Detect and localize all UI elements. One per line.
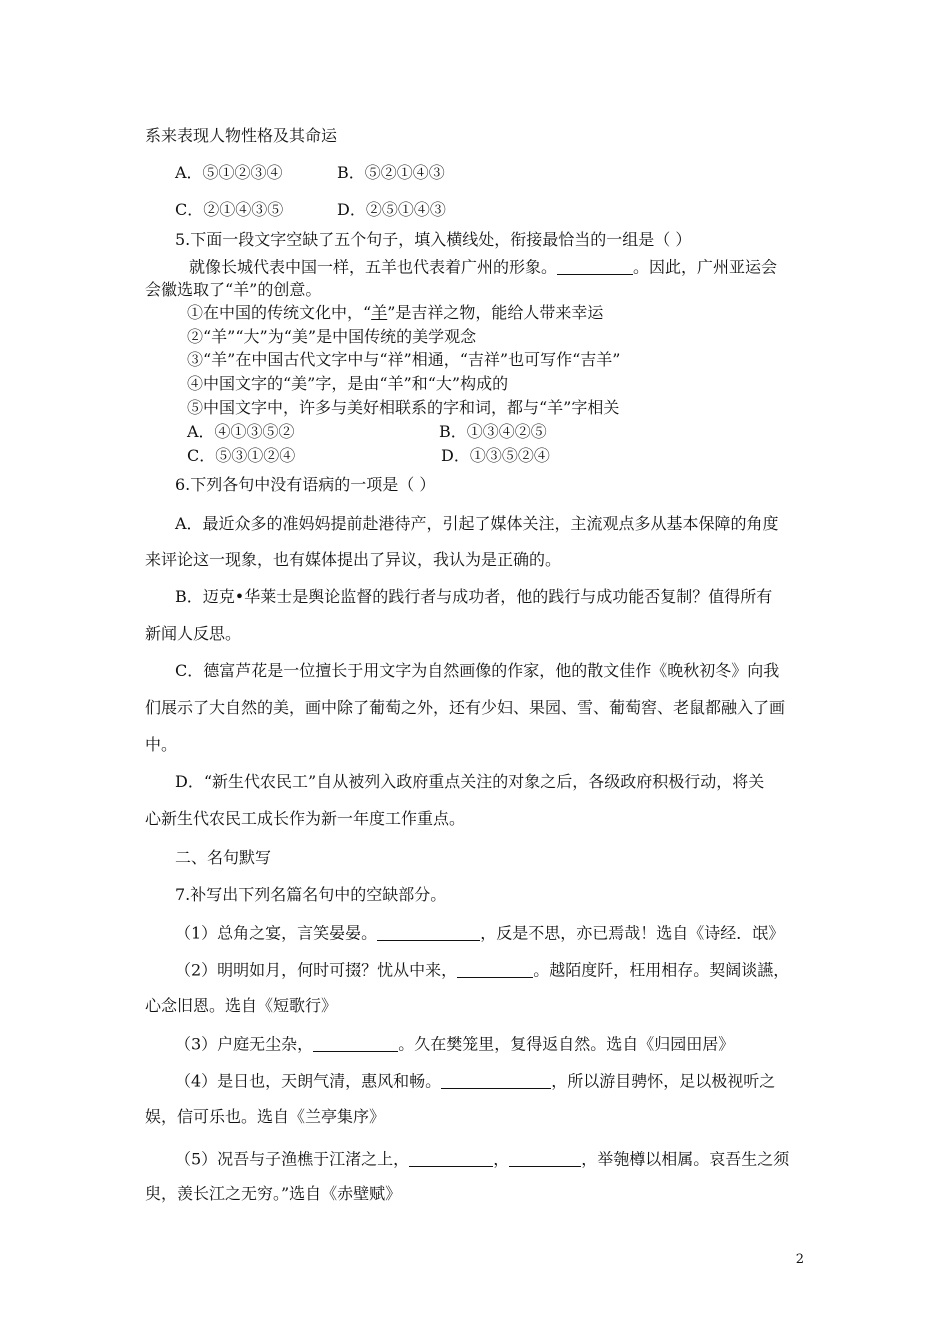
q7-item-2 — [175, 961, 789, 979]
q6-option-c-line1: C．德富芦花是一位擅长于用文字为自然画像的作家，他的散文佳作《晚秋初冬》向我 — [175, 661, 780, 680]
q7-item-1-blank[interactable] — [377, 924, 480, 941]
q4-option-b: B．⑤②①④③ — [337, 163, 445, 182]
q7-item-5-blank-2[interactable] — [509, 1150, 581, 1167]
q5-option-b: B．①③④②⑤ — [439, 422, 547, 441]
q7-item-2-text-cont: 。越陌度阡，枉用相存。契阔谈讌， — [533, 960, 790, 980]
q7-item-1-text-cont: ，反是不思，亦已焉哉！选自《诗经．氓》 — [480, 923, 785, 943]
q5-stem: 5.下面一段文字空缺了五个句子，填入横线处，衔接最恰当的一组是（ ） — [175, 230, 692, 249]
q6-option-b-line2: 新闻人反思。 — [145, 624, 242, 643]
q5-sentence-2: ②“羊”“大”为“美”是中国传统的美学观念 — [187, 327, 477, 346]
q7-item-4-text-cont: ，所以游目骋怀，足以极视听之 — [551, 1071, 776, 1091]
q6-option-c-line3: 中。 — [145, 735, 178, 754]
section-heading: 二、名句默写 — [175, 848, 272, 867]
q5-sentence-3: ③“羊”在中国古代文字中与“祥”相通，“吉祥”也可写作“吉羊” — [187, 350, 621, 369]
q6-option-a-line2: 来评论这一现象，也有媒体提出了异议，我认为是正确的。 — [145, 550, 562, 569]
page-number: 2 — [795, 1252, 804, 1267]
q6-option-b-line1: B．迈克•华莱士是舆论监督的践行者与成功者，他的践行与成功能否复制？值得所有 — [175, 587, 773, 606]
q5-answer-blank[interactable] — [557, 258, 633, 275]
q7-item-5-line2: 臾，羡长江之无穷。”选自《赤壁赋》 — [145, 1184, 402, 1203]
q7-item-5-text: （5）况吾与子渔樵于江渚之上， — [175, 1149, 410, 1169]
q5-option-c: C．⑤③①②④ — [187, 446, 296, 465]
q5-passage-line1 — [189, 258, 777, 276]
q7-stem: 7.补写出下列名篇名句中的空缺部分。 — [175, 885, 447, 904]
q6-option-d-line2: 心新生代农民工成长作为新一年度工作重点。 — [145, 809, 466, 828]
q5-sentence-5: ⑤中国文字中，许多与美好相联系的字和词，都与“羊”字相关 — [187, 398, 620, 417]
q7-item-5-text-cont: ，举匏樽以相属。哀吾生之须 — [581, 1149, 790, 1169]
q6-option-d-line1: D．“新生代农民工”自从被列入政府重点关注的对象之后，各级政府积极行动，将关 — [175, 772, 765, 791]
q7-item-5-comma: ， — [493, 1149, 510, 1169]
q7-item-2-line2: 心念旧恩。选自《短歌行》 — [145, 996, 338, 1015]
q5-s1-text-cont: ”是吉祥之物，能给人带来幸运 — [387, 303, 604, 322]
q7-item-1-text: （1）总角之宴，言笑晏晏。 — [175, 923, 378, 943]
q7-item-4-blank[interactable] — [441, 1072, 551, 1089]
q4-option-c: C．②①④③⑤ — [175, 200, 284, 219]
q5-option-d: D．①③⑤②④ — [441, 446, 550, 465]
q5-sentence-4: ④中国文字的“美”字，是由“羊”和“大”构成的 — [187, 374, 509, 393]
q4-option-a: A．⑤①②③④ — [175, 163, 283, 182]
q5-passage-text-cont: 。因此，广州亚运会 — [633, 257, 778, 277]
q4-tail: 系来表现人物性格及其命运 — [145, 126, 338, 145]
q5-passage-line2: 会徽选取了“羊”的创意。 — [145, 280, 322, 299]
q7-item-4 — [175, 1072, 775, 1090]
q7-item-1 — [175, 924, 784, 942]
q7-item-5 — [175, 1150, 789, 1168]
q5-s1-underlined: 羊 — [371, 303, 388, 322]
q5-passage-text: 就像长城代表中国一样，五羊也代表着广州的形象。 — [189, 257, 558, 277]
q6-stem: 6.下列各句中没有语病的一项是（ ） — [175, 475, 436, 494]
q5-option-a: A．④①③⑤② — [187, 422, 295, 441]
q7-item-4-text: （4）是日也，天朗气清，惠风和畅。 — [175, 1071, 442, 1091]
q6-option-c-line2: 们展示了大自然的美，画中除了葡萄之外，还有少妇、果园、雪、葡萄窖、老鼠都融入了画 — [145, 698, 786, 717]
q4-option-d: D．②⑤①④③ — [337, 200, 446, 219]
q6-option-a-line1: A．最近众多的准妈妈提前赴港待产，引起了媒体关注，主流观点多从基本保障的角度 — [175, 514, 779, 533]
q7-item-2-text: （2）明明如月，何时可掇？忧从中来， — [175, 960, 458, 980]
q7-item-4-line2: 娱，信可乐也。选自《兰亭集序》 — [145, 1107, 386, 1126]
q5-s1-text: ①在中国的传统文化中，“ — [187, 303, 372, 322]
q7-item-3-text: （3）户庭无尘杂， — [175, 1034, 314, 1054]
q7-item-3 — [175, 1035, 734, 1053]
q5-sentence-1 — [187, 305, 603, 321]
q7-item-2-blank[interactable] — [457, 961, 533, 978]
q7-item-3-blank[interactable] — [313, 1035, 398, 1052]
q7-item-3-text-cont: 。久在樊笼里，复得返自然。选自《归园田居》 — [398, 1034, 735, 1054]
q7-item-5-blank-1[interactable] — [409, 1150, 493, 1167]
